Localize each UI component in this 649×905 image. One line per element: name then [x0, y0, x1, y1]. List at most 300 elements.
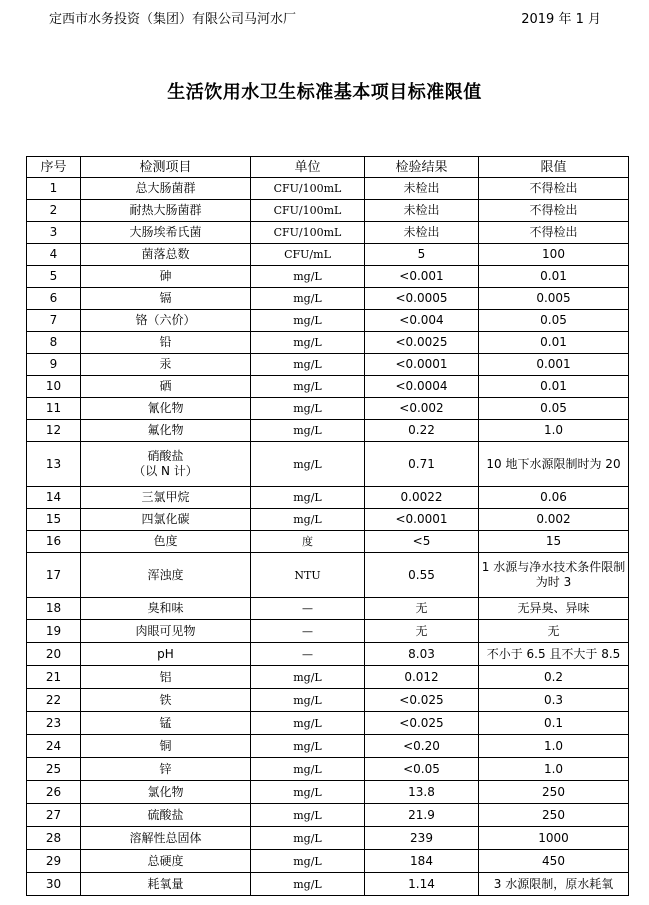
cell-item: [81, 553, 251, 598]
cell-no: [27, 222, 81, 244]
cell-unit-text: mg/L: [293, 513, 322, 526]
cell-result-text: 1.14: [408, 876, 435, 891]
cell-result-text: 未检出: [403, 225, 440, 239]
cell-result-text: 184: [410, 853, 433, 868]
cell-limit: [479, 310, 629, 332]
cell-no: [27, 178, 81, 200]
cell-no: [27, 200, 81, 222]
table-row: [27, 553, 629, 598]
cell-result-text: 21.9: [408, 807, 435, 822]
cell-unit-text: —: [302, 624, 313, 638]
cell-limit: [479, 827, 629, 850]
cell-unit-text: mg/L: [293, 424, 322, 437]
cell-item-text: 总硬度: [147, 853, 184, 868]
table-row: [27, 222, 629, 244]
cell-limit: [479, 666, 629, 689]
cell-no-text: 27: [45, 807, 62, 822]
cell-limit-text: 1 水源与净水技术条件限制: [481, 560, 626, 574]
cell-result: [365, 712, 479, 735]
cell-no-text: 24: [45, 738, 62, 753]
table-row: [27, 781, 629, 804]
cell-limit: [479, 712, 629, 735]
cell-item-text: 耗氧量: [147, 876, 184, 891]
cell-result-text: 无: [415, 601, 428, 615]
cell-item: [81, 804, 251, 827]
cell-item-text: 氰化物: [147, 401, 184, 415]
cell-result: [365, 827, 479, 850]
cell-no: [27, 873, 81, 896]
cell-unit: [251, 643, 365, 666]
cell-result: [365, 643, 479, 666]
cell-item-text: 汞: [159, 357, 172, 371]
cell-unit-text: mg/L: [293, 402, 322, 415]
cell-result-text: 8.03: [408, 646, 435, 661]
cell-unit: [251, 420, 365, 442]
cell-unit-text: mg/L: [293, 358, 322, 371]
table-row: [27, 758, 629, 781]
cell-unit-text: CFU/100mL: [273, 204, 342, 217]
cell-limit: [479, 758, 629, 781]
cell-no-text: 19: [45, 623, 62, 638]
cell-result-text: <0.05: [403, 761, 440, 776]
cell-no: [27, 487, 81, 509]
cell-result: [365, 376, 479, 398]
cell-limit-text: 0.005: [536, 291, 571, 305]
cell-limit: [479, 781, 629, 804]
cell-result-text: <0.0001: [395, 357, 448, 371]
cell-unit: [251, 354, 365, 376]
cell-unit: [251, 509, 365, 531]
cell-limit: [479, 398, 629, 420]
cell-result: [365, 735, 479, 758]
cell-no-text: 18: [45, 601, 62, 615]
cell-unit: [251, 666, 365, 689]
cell-item-text: 浑浊度: [147, 567, 184, 582]
cell-unit-text: mg/L: [293, 270, 322, 283]
cell-result: [365, 531, 479, 553]
cell-limit-text: 无异臭、异味: [517, 601, 590, 615]
cell-no-text: 9: [49, 357, 58, 371]
cell-limit-text: 0.3: [543, 692, 564, 707]
cell-unit-text: mg/L: [293, 831, 322, 845]
cell-unit: [251, 332, 365, 354]
table-body: [27, 178, 629, 896]
cell-result: [365, 354, 479, 376]
cell-result: [365, 200, 479, 222]
cell-result-text: <0.025: [399, 692, 444, 707]
cell-limit: [479, 288, 629, 310]
cell-item-text: 大肠埃希氏菌: [129, 225, 202, 239]
cell-result: [365, 850, 479, 873]
cell-limit-text: 15: [545, 534, 562, 548]
cell-item-text: 氯化物: [147, 784, 184, 799]
cell-limit-text: 0.05: [540, 401, 567, 415]
cell-limit: [479, 376, 629, 398]
cell-no-text: 5: [49, 269, 58, 283]
cell-no-text: 29: [45, 853, 62, 868]
cell-item-text: 铬（六价）: [135, 313, 196, 327]
table-row: [27, 398, 629, 420]
cell-limit-text: 0.01: [540, 335, 567, 349]
cell-limit-text: 3 水源限制，原水耗氧: [493, 876, 614, 891]
table-row: [27, 442, 629, 487]
table-row: [27, 332, 629, 354]
cell-limit-text: 无: [547, 623, 560, 638]
cell-no: [27, 376, 81, 398]
cell-unit-text: mg/L: [293, 785, 322, 799]
cell-unit: [251, 244, 365, 266]
cell-no-text: 28: [45, 830, 62, 845]
cell-result-text: <0.001: [399, 269, 444, 283]
cell-limit: [479, 689, 629, 712]
cell-no: [27, 420, 81, 442]
cell-unit-text: mg/L: [293, 808, 322, 822]
company-name: 定西市水务投资（集团）有限公司马河水厂: [49, 12, 297, 27]
cell-no: [27, 553, 81, 598]
cell-item-text: 臭和味: [147, 601, 184, 615]
cell-no-text: 8: [49, 335, 58, 349]
cell-result: [365, 222, 479, 244]
cell-limit: [479, 735, 629, 758]
cell-limit: [479, 873, 629, 896]
cell-limit: [479, 354, 629, 376]
cell-result-text: 0.22: [408, 423, 435, 437]
cell-item: [81, 781, 251, 804]
table-row: [27, 310, 629, 332]
cell-result: [365, 804, 479, 827]
cell-no-text: 26: [45, 784, 62, 799]
cell-result-text: <0.0025: [395, 335, 448, 349]
table-row: [27, 827, 629, 850]
cell-unit-text: mg/L: [293, 457, 322, 471]
cell-limit-text: 0.2: [543, 669, 564, 684]
cell-unit: [251, 266, 365, 288]
cell-result: [365, 487, 479, 509]
cell-item-text: 耐热大肠菌群: [129, 203, 202, 217]
cell-no-text: 10: [45, 379, 62, 393]
cell-item-text: 四氯化碳: [141, 512, 190, 526]
cell-unit: [251, 804, 365, 827]
cell-no: [27, 244, 81, 266]
cell-unit-text: mg/L: [293, 762, 322, 776]
cell-result-text: <0.002: [399, 401, 444, 415]
cell-result: [365, 620, 479, 643]
table-row: [27, 420, 629, 442]
cell-item: [81, 712, 251, 735]
cell-result: [365, 266, 479, 288]
cell-result: [365, 332, 479, 354]
cell-limit-text: 不得检出: [529, 225, 578, 239]
cell-result: [365, 689, 479, 712]
cell-no: [27, 442, 81, 487]
table-header-row: [27, 157, 629, 178]
cell-item-text: 总大肠菌群: [135, 181, 196, 195]
cell-result-text: <0.20: [403, 738, 440, 753]
cell-item-text: 铜: [159, 738, 172, 753]
cell-unit: [251, 712, 365, 735]
cell-unit-text: mg/L: [293, 739, 322, 753]
cell-unit: [251, 620, 365, 643]
cell-unit: [251, 442, 365, 487]
cell-no-text: 11: [45, 401, 62, 415]
cell-limit-text: 0.06: [540, 490, 567, 504]
cell-unit-text: mg/L: [293, 716, 322, 730]
cell-limit-text: 0.1: [543, 715, 564, 730]
cell-no: [27, 620, 81, 643]
cell-item: [81, 354, 251, 376]
cell-no: [27, 266, 81, 288]
table-row: [27, 244, 629, 266]
cell-unit: [251, 200, 365, 222]
cell-unit: [251, 531, 365, 553]
cell-result-text: 5: [417, 247, 426, 261]
cell-limit: [479, 420, 629, 442]
cell-unit-text: mg/L: [293, 380, 322, 393]
cell-item-text-line2: （以 N 计）: [133, 464, 198, 478]
cell-limit: [479, 531, 629, 553]
cell-item: [81, 244, 251, 266]
cell-item-text: 硫酸盐: [147, 807, 184, 822]
cell-result-text: 13.8: [408, 784, 435, 799]
cell-limit: [479, 553, 629, 598]
table-row: [27, 666, 629, 689]
cell-no-text: 4: [49, 247, 58, 261]
cell-unit: [251, 689, 365, 712]
table-row: [27, 354, 629, 376]
table-row: [27, 620, 629, 643]
table-row: [27, 643, 629, 666]
cell-item: [81, 509, 251, 531]
document-title: 生活饮用水卫生标准基本项目标准限值: [167, 82, 482, 103]
cell-result: [365, 781, 479, 804]
cell-item: [81, 758, 251, 781]
cell-result-text: <0.004: [399, 313, 444, 327]
cell-result: [365, 178, 479, 200]
cell-result-text: <5: [412, 534, 431, 548]
cell-item: [81, 827, 251, 850]
cell-result: [365, 509, 479, 531]
cell-result: [365, 288, 479, 310]
cell-item: [81, 420, 251, 442]
cell-item: [81, 288, 251, 310]
cell-unit-text: mg/L: [293, 854, 322, 868]
cell-item: [81, 376, 251, 398]
cell-item: [81, 643, 251, 666]
column-header-no: 序号: [27, 157, 81, 178]
cell-result-text: 0.012: [404, 669, 439, 684]
cell-no: [27, 509, 81, 531]
cell-no: [27, 643, 81, 666]
table-row: [27, 531, 629, 553]
cell-result: [365, 244, 479, 266]
cell-unit-text: —: [302, 647, 313, 661]
cell-result: [365, 442, 479, 487]
table-row: [27, 598, 629, 620]
column-header-unit: 单位: [251, 157, 365, 178]
cell-no-text: 16: [45, 534, 62, 548]
cell-no: [27, 758, 81, 781]
cell-no-text: 2: [49, 203, 58, 217]
table-row: [27, 200, 629, 222]
cell-no-text: 22: [45, 692, 62, 707]
cell-limit: [479, 487, 629, 509]
cell-limit-text: 250: [542, 807, 565, 822]
cell-limit: [479, 643, 629, 666]
cell-result-text: 0.71: [408, 456, 435, 471]
cell-unit: [251, 850, 365, 873]
cell-no: [27, 332, 81, 354]
table-row: [27, 376, 629, 398]
cell-limit: [479, 804, 629, 827]
cell-no-text: 25: [45, 761, 62, 776]
cell-no-text: 15: [45, 512, 62, 526]
cell-item: [81, 487, 251, 509]
cell-item-text: 菌落总数: [141, 247, 190, 261]
cell-limit-text: 250: [542, 784, 565, 799]
cell-no-text: 21: [45, 669, 62, 684]
cell-limit: [479, 244, 629, 266]
table-row: [27, 873, 629, 896]
cell-limit: [479, 200, 629, 222]
cell-item: [81, 598, 251, 620]
report-date: 2019 年 1 月: [521, 12, 601, 27]
cell-limit-text: 不得检出: [529, 181, 578, 195]
cell-unit: [251, 178, 365, 200]
cell-result: [365, 398, 479, 420]
cell-item-text: 铝: [159, 669, 172, 684]
cell-limit-text: 0.05: [540, 313, 567, 327]
cell-item: [81, 873, 251, 896]
cell-unit-text: mg/L: [293, 336, 322, 349]
cell-item: [81, 200, 251, 222]
cell-item-text: 锌: [159, 761, 172, 776]
cell-limit-text: 450: [542, 853, 565, 868]
cell-limit-text: 1000: [538, 830, 569, 845]
cell-no-text: 3: [49, 225, 58, 239]
cell-item: [81, 850, 251, 873]
cell-no: [27, 666, 81, 689]
cell-limit-text: 不小于 6.5 且不大于 8.5: [486, 646, 621, 661]
cell-result-text: <0.0001: [395, 512, 448, 526]
cell-item-text: 硒: [159, 379, 172, 393]
cell-unit: [251, 873, 365, 896]
cell-no: [27, 288, 81, 310]
cell-result-text: <0.0004: [395, 379, 448, 393]
cell-item: [81, 666, 251, 689]
cell-item-text: 镉: [159, 291, 172, 305]
cell-item: [81, 689, 251, 712]
cell-no: [27, 735, 81, 758]
cell-no-text: 30: [45, 876, 62, 891]
cell-no-text: 6: [49, 291, 58, 305]
cell-item-text: 溶解性总固体: [129, 830, 202, 845]
cell-unit-text: mg/L: [293, 693, 322, 707]
cell-result-text: <0.025: [399, 715, 444, 730]
cell-no-text: 17: [45, 567, 62, 582]
cell-no: [27, 310, 81, 332]
cell-limit-text: 0.01: [540, 269, 567, 283]
cell-limit-text: 1.0: [543, 761, 564, 776]
table-row: [27, 804, 629, 827]
cell-item: [81, 442, 251, 487]
table-row: [27, 487, 629, 509]
cell-no-text: 1: [49, 181, 58, 195]
cell-unit-text: CFU/100mL: [273, 226, 342, 239]
cell-no-text: 14: [45, 490, 62, 504]
cell-limit-text: 0.001: [536, 357, 571, 371]
cell-item-text: 色度: [153, 534, 178, 548]
table-row: [27, 712, 629, 735]
cell-no: [27, 689, 81, 712]
cell-item-text: 砷: [159, 269, 172, 283]
table-row: [27, 178, 629, 200]
cell-limit-text: 0.01: [540, 379, 567, 393]
cell-result-text: 239: [410, 830, 433, 845]
cell-result: [365, 666, 479, 689]
cell-limit-text: 0.002: [536, 512, 571, 526]
cell-unit: [251, 758, 365, 781]
cell-unit-text: CFU/mL: [284, 248, 331, 261]
cell-limit: [479, 509, 629, 531]
cell-unit-text: mg/L: [293, 670, 322, 684]
cell-item-text: 锰: [159, 715, 172, 730]
cell-result-text: 0.55: [408, 567, 435, 582]
column-header-result: 检验结果: [365, 157, 479, 178]
cell-result: [365, 553, 479, 598]
cell-no: [27, 354, 81, 376]
cell-item: [81, 735, 251, 758]
cell-item: [81, 178, 251, 200]
cell-unit-text: CFU/100mL: [273, 182, 342, 195]
cell-no-text: 7: [49, 313, 58, 327]
table-row: [27, 689, 629, 712]
table-row: [27, 735, 629, 758]
cell-unit-text: mg/L: [293, 314, 322, 327]
cell-unit: [251, 222, 365, 244]
cell-no: [27, 781, 81, 804]
cell-unit: [251, 598, 365, 620]
cell-limit: [479, 266, 629, 288]
cell-no: [27, 398, 81, 420]
cell-item: [81, 620, 251, 643]
cell-unit: [251, 398, 365, 420]
cell-unit-text: mg/L: [293, 491, 322, 504]
table-row: [27, 266, 629, 288]
cell-result: [365, 598, 479, 620]
cell-result-text: <0.0005: [395, 291, 448, 305]
cell-unit-text: —: [302, 602, 313, 615]
cell-limit-text: 1.0: [543, 423, 564, 437]
cell-limit: [479, 850, 629, 873]
cell-item-text: 氟化物: [147, 423, 184, 437]
cell-unit: [251, 288, 365, 310]
cell-no-text: 20: [45, 646, 62, 661]
cell-limit-text: 不得检出: [529, 203, 578, 217]
cell-result: [365, 873, 479, 896]
cell-item: [81, 332, 251, 354]
table-row: [27, 850, 629, 873]
cell-item: [81, 398, 251, 420]
cell-limit-text: 100: [542, 247, 565, 261]
cell-unit-text: mg/L: [293, 292, 322, 305]
cell-unit: [251, 376, 365, 398]
cell-unit-text: 度: [302, 535, 313, 548]
table-row: [27, 288, 629, 310]
cell-result: [365, 310, 479, 332]
cell-no-text: 23: [45, 715, 62, 730]
cell-item: [81, 310, 251, 332]
standards-table: [26, 156, 629, 896]
